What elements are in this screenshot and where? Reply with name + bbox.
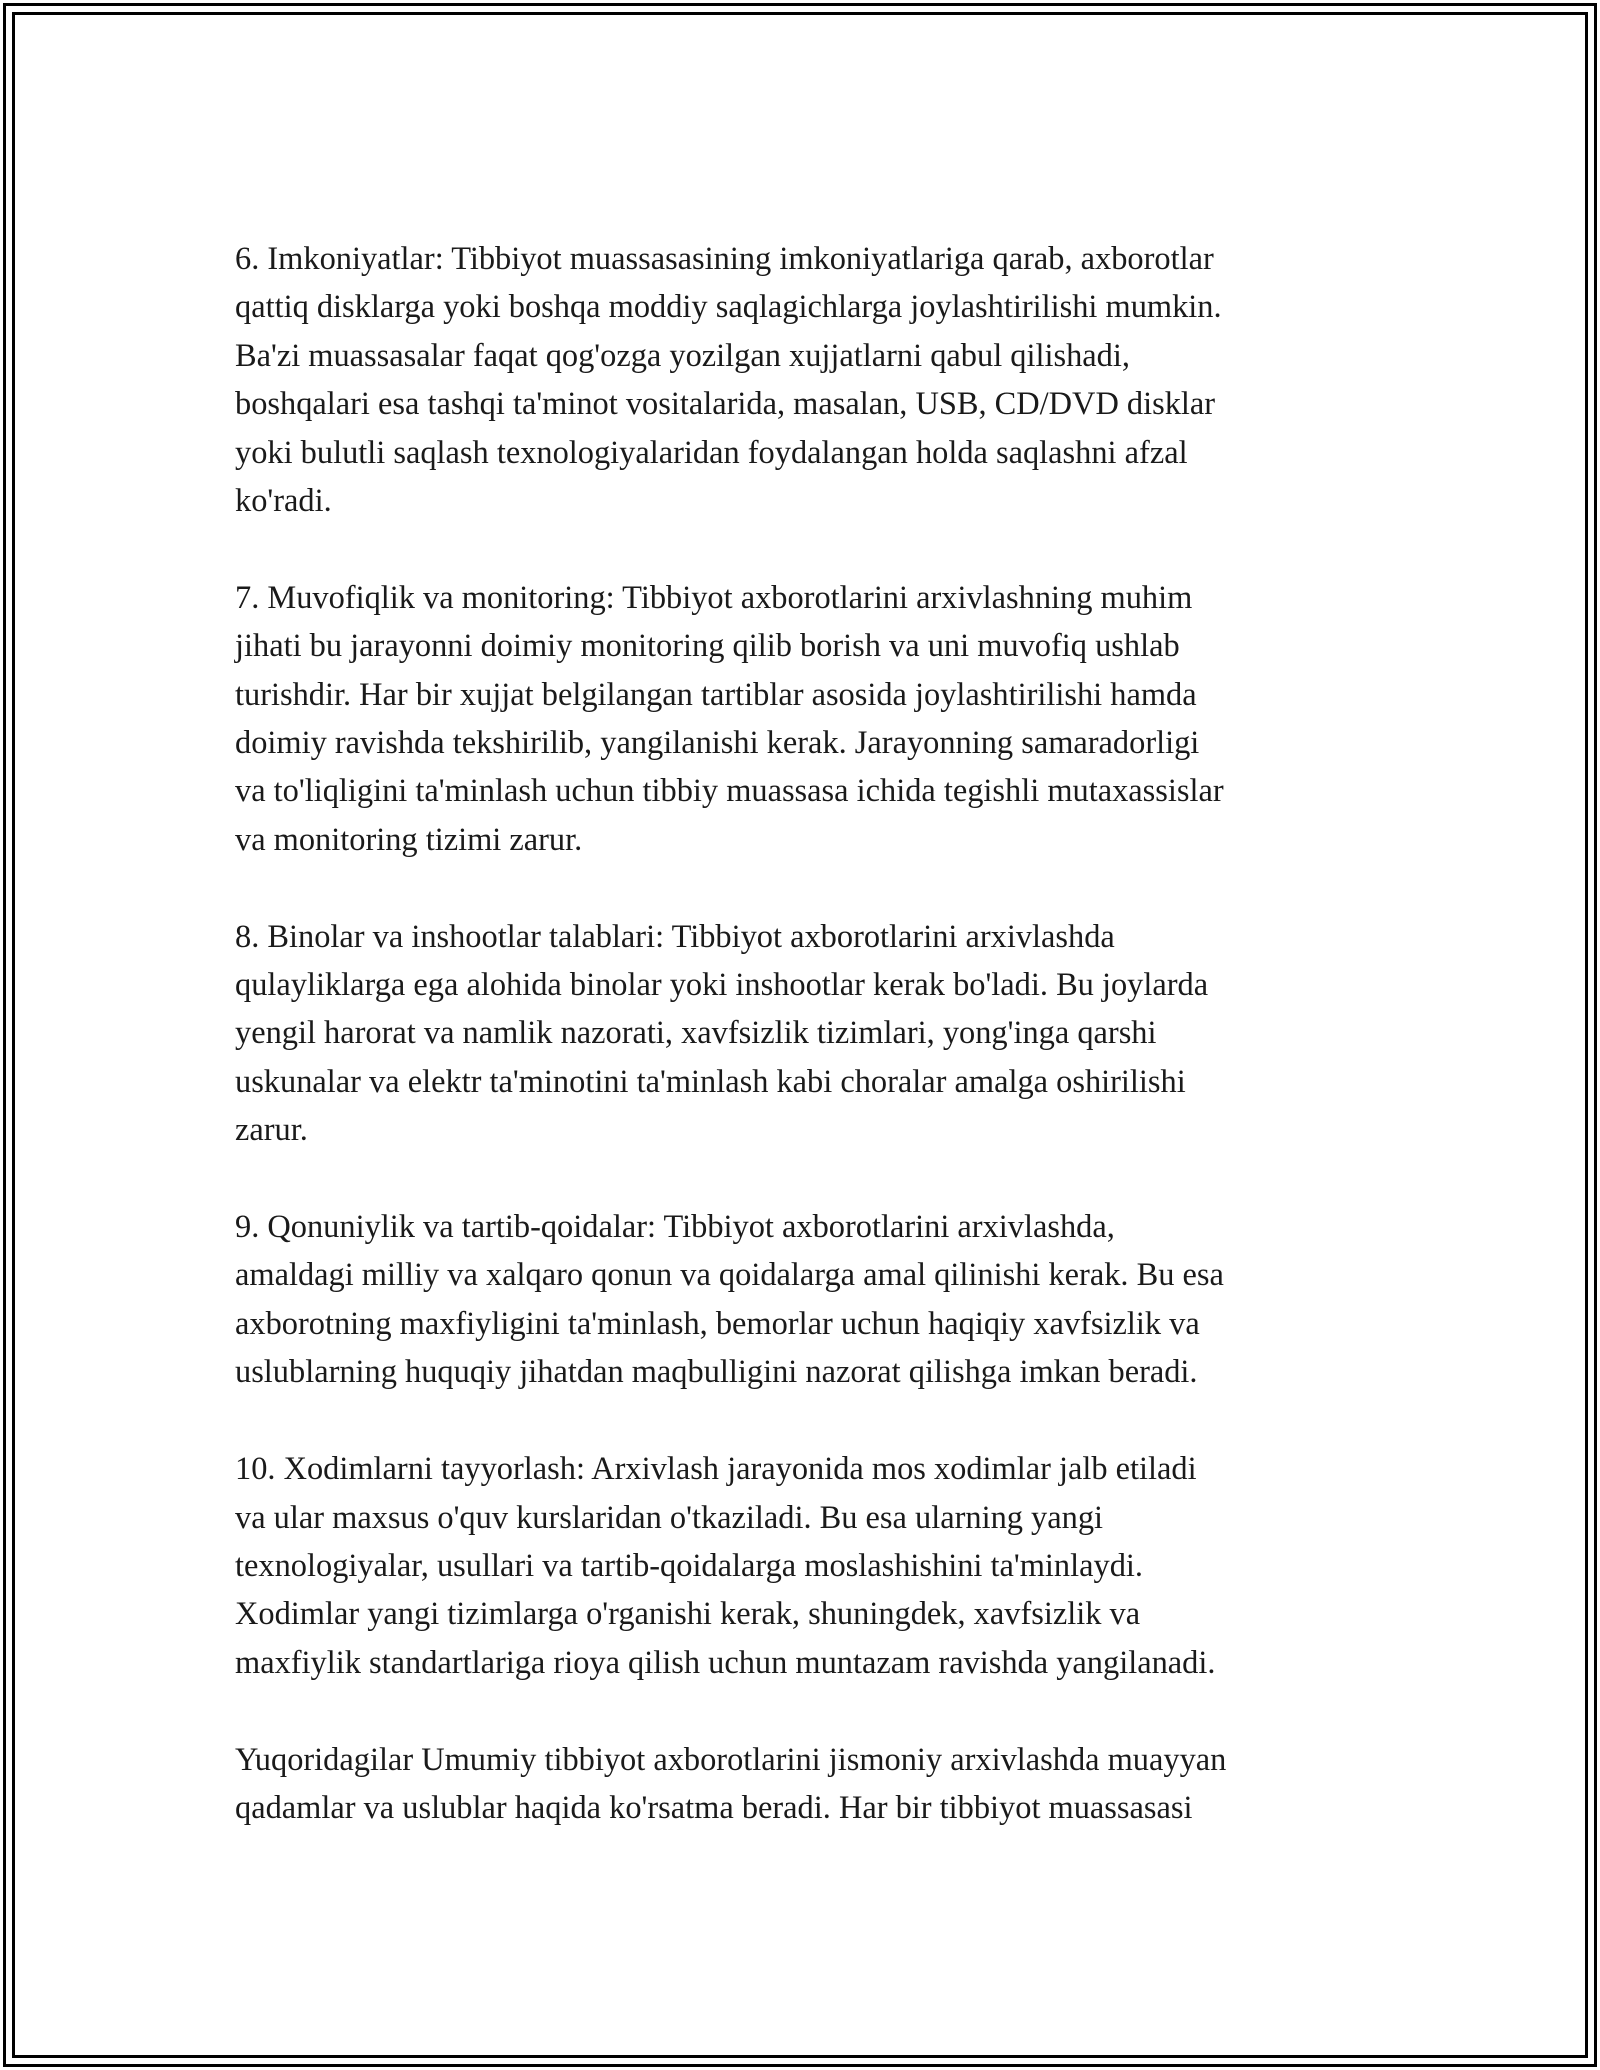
paragraph-imkoniyatlar [235, 235, 1385, 525]
text-line: 8. Binolar va inshootlar talablari: Tibbiyot axborotlarini arxivlashda [235, 918, 1115, 955]
text-line: Yuqoridagilar Umumiy tibbiyot axborotlarini jismoniy arxivlashda muayyan [235, 1741, 1227, 1778]
text-line: va to'liqligini ta'minlash uchun tibbiy muassasa ichida tegishli mutaxassislar [235, 773, 1224, 810]
text-line: zarur. [235, 1112, 308, 1149]
text-line: Ba'zi muassasalar faqat qog'ozga yozilgan xujjatlarni qabul qilishadi, [235, 337, 1130, 374]
text-line: boshqalari esa tashqi ta'minot vositalarida, masalan, USB, CD/DVD disklar [235, 386, 1216, 423]
text-line: va monitoring tizimi zarur. [235, 821, 583, 858]
text-line: jihati bu jarayonni doimiy monitoring qilib borish va uni muvofiq ushlab [235, 628, 1180, 665]
paragraph-muvofiqlik [235, 574, 1385, 864]
text-line: uskunalar va elektr ta'minotini ta'minlash kabi choralar amalga oshirilishi [235, 1063, 1186, 1100]
document-body [235, 235, 1385, 1881]
text-line: ko'radi. [235, 483, 332, 520]
paragraph-summary [235, 1736, 1385, 1833]
text-line: maxfiylik standartlariga rioya qilish uchun muntazam ravishda yangilanadi. [235, 1644, 1216, 1681]
text-line: Xodimlar yangi tizimlarga o'rganishi kerak, shuningdek, xavfsizlik va [235, 1596, 1141, 1633]
text-line: uslublarning huquqiy jihatdan maqbulligini nazorat qilishga imkan beradi. [235, 1354, 1198, 1391]
text-line: 7. Muvofiqlik va monitoring: Tibbiyot axborotlarini arxivlashning muhim [235, 579, 1193, 616]
text-line: yoki bulutli saqlash texnologiyalaridan foydalangan holda saqlashni afzal [235, 434, 1188, 471]
text-line: turishdir. Har bir xujjat belgilangan tartiblar asosida joylashtirilishi hamda [235, 676, 1197, 713]
text-line: qulayliklarga ega alohida binolar yoki inshootlar kerak bo'ladi. Bu joylarda [235, 967, 1209, 1004]
paragraph-binolar [235, 913, 1385, 1155]
paragraph-xodimlar [235, 1445, 1385, 1687]
text-line: qadamlar va uslublar haqida ko'rsatma beradi. Har bir tibbiyot muassasasi [235, 1789, 1193, 1826]
text-line: va ular maxsus o'quv kurslaridan o'tkaziladi. Bu esa ularning yangi [235, 1499, 1104, 1536]
text-line: texnologiyalar, usullari va tartib-qoidalarga moslashishini ta'minlaydi. [235, 1547, 1143, 1584]
text-line: 6. Imkoniyatlar: Tibbiyot muassasasining imkoniyatlariga qarab, axborotlar [235, 241, 1214, 277]
text-line: amaldagi milliy va xalqaro qonun va qoidalarga amal qilinishi kerak. Bu esa [235, 1257, 1224, 1294]
paragraph-qonuniylik [235, 1203, 1385, 1397]
text-line: axborotning maxfiyligini ta'minlash, bemorlar uchun haqiqiy xavfsizlik va [235, 1305, 1200, 1342]
text-line: qattiq disklarga yoki boshqa moddiy saqlagichlarga joylashtirilishi mumkin. [235, 289, 1222, 326]
text-line: yengil harorat va namlik nazorati, xavfsizlik tizimlari, yong'inga qarshi [235, 1015, 1157, 1052]
text-line: 10. Xodimlarni tayyorlash: Arxivlash jarayonida mos xodimlar jalb etiladi [235, 1451, 1197, 1488]
text-line: 9. Qonuniylik va tartib-qoidalar: Tibbiyot axborotlarini arxivlashda, [235, 1209, 1115, 1246]
text-line: doimiy ravishda tekshirilib, yangilanishi kerak. Jarayonning samaradorligi [235, 725, 1200, 762]
